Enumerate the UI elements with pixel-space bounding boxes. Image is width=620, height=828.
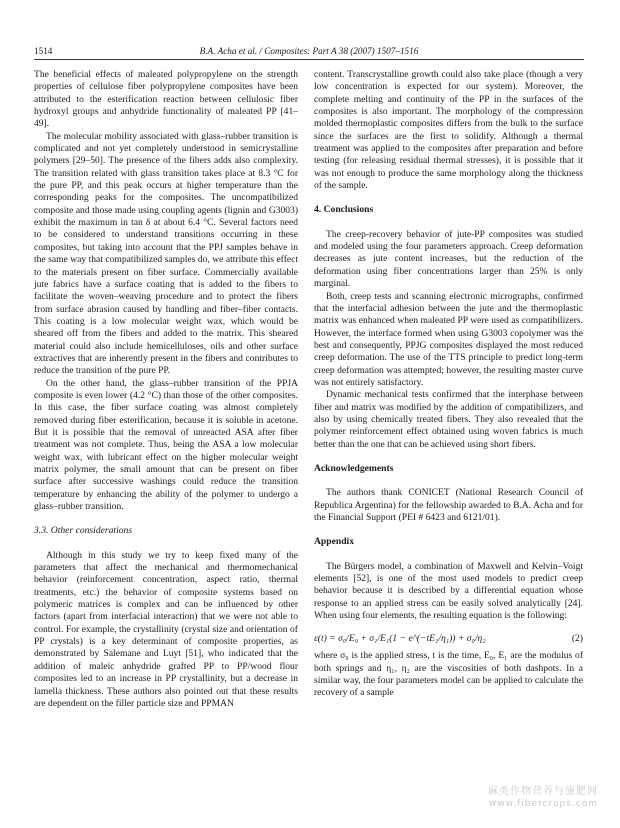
paragraph: The Bürgers model, a combination of Maxwell and Kelvin–Voigt elements [52], is one of the most used models to predict creep behavior because it is described by a differential equation whose response to an applied stress can be easily solved analytically [24]. When using four elements, the resulting equation is the following: <box>314 560 583 622</box>
paragraph: The authors thank CONICET (National Research Council of Republica Argentina) for the fellowship awarded to B.A. Acha and for the Financial Support (PEI # 6423 and 6121/01). <box>314 487 583 523</box>
paragraph: The creep-recovery behavior of jute-PP composites was studied and modeled using the four parameters approach. Creep deformation decreases as jute content increases, but the reduction of the deformation using fiber concentrations larger than 25% is only marginal. <box>314 228 583 290</box>
paragraph: Although in this study we try to keep fixed many of the parameters that affect the mechanical and thermomechanical behavior (reinforcement concentration, aspect ratio, thermal treatments, etc.) the behavior of composite systems based on polymeric matrices is complex and can be influenced by other factors (apart from interfacial interaction) that we were not able to control. For example, the crystallinity (crystal size and orientation of PP crystals) is a key determinant of composite properties, as demonstrated by Salemane and Luyt [51], who indicated that the addition of maleic anhydride grafted PP to PP/wood flour composites led to an increase in PP crystallinity, but a decrease in lamella thickness. These authors also pointed out that these results are dependent on the filler particle size and PPMAN <box>34 549 298 709</box>
header-rule <box>34 59 584 60</box>
paragraph: Both, creep tests and scanning electronic micrographs, confirmed that the interfacial adhesion between the jute and the thermoplastic matrix was enhanced when maleated PP were used as compatibilizers. However, the interface formed when using G3003 copolymer was the best and consequently, PPJG composites displayed the most reduced creep deformation. The use of the TTS principle to predict long-term creep deformation was attempted; however, the resulting master curve was not entirely satisfactory. <box>314 290 583 388</box>
equation-number: (2) <box>571 633 583 645</box>
section-heading-appendix: Appendix <box>314 536 354 548</box>
equation-body: ε(t) = σ₀/E₀ + σ₁/E₁(1 − e^(−tE₁/η₁)) + σ₀/η₂ <box>314 633 486 645</box>
paragraph: On the other hand, the glass–rubber transition of the PPJA composite is even lower (4.2 °C) than those of the other composites. In this case, the fiber surface coating was almost completely removed during fiber esterification, because it is soluble in acetone. But it is possible that the removal of unreacted ASA after fiber treatment was not complete. Thus, being the ASA a low molecular weight wax, with lubricant effect on the higher molecular weight matrix polymer, the small amount that can be present on fiber surface after successive washings could reduce the transition temperature by enhancing the ability of the polymer to undergo a glass–rubber transition. <box>34 377 298 513</box>
spacer <box>314 549 583 561</box>
spacer <box>314 622 583 630</box>
running-header <box>34 44 584 58</box>
watermark-url: www.fibercrops.com <box>489 799 598 809</box>
paragraph: The beneficial effects of maleated polypropylene on the strength properties of cellulose fiber polypropylene composites have been attributed to the esterification reaction between cellulosic fiber hydroxyl groups and anhydride functionality of maleated PP [41–49]. <box>34 69 298 130</box>
section-heading-acknowledgements: Acknowledgements <box>314 462 394 474</box>
watermark-line: 麻类作物营养与施肥网 <box>488 786 598 797</box>
spacer <box>314 217 583 229</box>
running-title: B.A. Acha et al. / Composites: Part A 38 (2007) 1507–1516 <box>199 46 419 56</box>
subsection-heading: 3.3. Other considerations <box>34 525 133 537</box>
spacer <box>314 524 583 536</box>
page-number: 1514 <box>34 46 53 56</box>
paragraph: content. Transcrystalline growth could also take place (though a very low concentration is expected for our system). Moreover, the complete melting and continuity of the PP in the surfaces of the composites is also important. The morphology of the compression molded thermoplastic composites differs from the bulk to the surface since the surfaces are the first to solidify. Although a thermal treatment was applied to the composites after preparation and before testing (for releasing residual thermal stresses), it is possible that it was not enough to produce the same morphology along the thickness of the sample. <box>314 69 583 192</box>
section-heading-conclusions: 4. Conclusions <box>314 204 374 216</box>
spacer <box>314 451 583 463</box>
equation <box>314 632 583 646</box>
spacer <box>34 513 298 525</box>
paragraph: where σ₀ is the applied stress, t is the time, E₀, E₁ are the modulus of both springs and η₁, η₂ are the viscosities of both dashpots. In a similar way, the four parameters model can be applied to calculate the recovery of a sample <box>314 650 583 699</box>
spacer <box>34 538 298 550</box>
left-column <box>34 69 298 710</box>
spacer <box>314 192 583 204</box>
watermark <box>488 786 598 810</box>
paragraph: Dynamic mechanical tests confirmed that the interphase between fiber and matrix was modified by the addition of compatibilizers, and also by using chemically treated fibers. They also revealed that the polymer reinforcement effect obtained using woven fabrics is much better than the one that can be achieved using short fibers. <box>314 389 583 450</box>
spacer <box>314 475 583 487</box>
right-column <box>314 69 583 700</box>
paragraph: The molecular mobility associated with glass–rubber transition is complicated and not yet completely understood in semicrystalline polymers [29–50]. The presence of the fibers adds also complexity. The transition related with glass transition takes place at 8.3 °C for the pure PP, and this peak occurs at higher temperature than the corresponding peaks for the composites. The uncompatibilized composite and those made using coupling agents (lignin and G3003) exhibit the maximum in tan δ at about 6.4 °C. Several factors need to be considered to understand transitions occurring in these composites, but taking into account that the PPJ samples behave in the same way that compatibilized samples do, we attribute this effect to the materials present on fiber surface. Commercially available jute fabrics have a surface coating that is added to the fibers to facilitate the woven–weaving procedure and to protect the fibers from surface abrasion caused by handling and fiber–fiber contacts. This coating is a low molecular weight wax, which would be sheared off from the fibers and added to the matrix. This sheared material could also include hemicelluloses, oils and other surface extractives that are inherently present in the fibers and contributes to reduce the transition of the pure PP. <box>34 130 298 377</box>
